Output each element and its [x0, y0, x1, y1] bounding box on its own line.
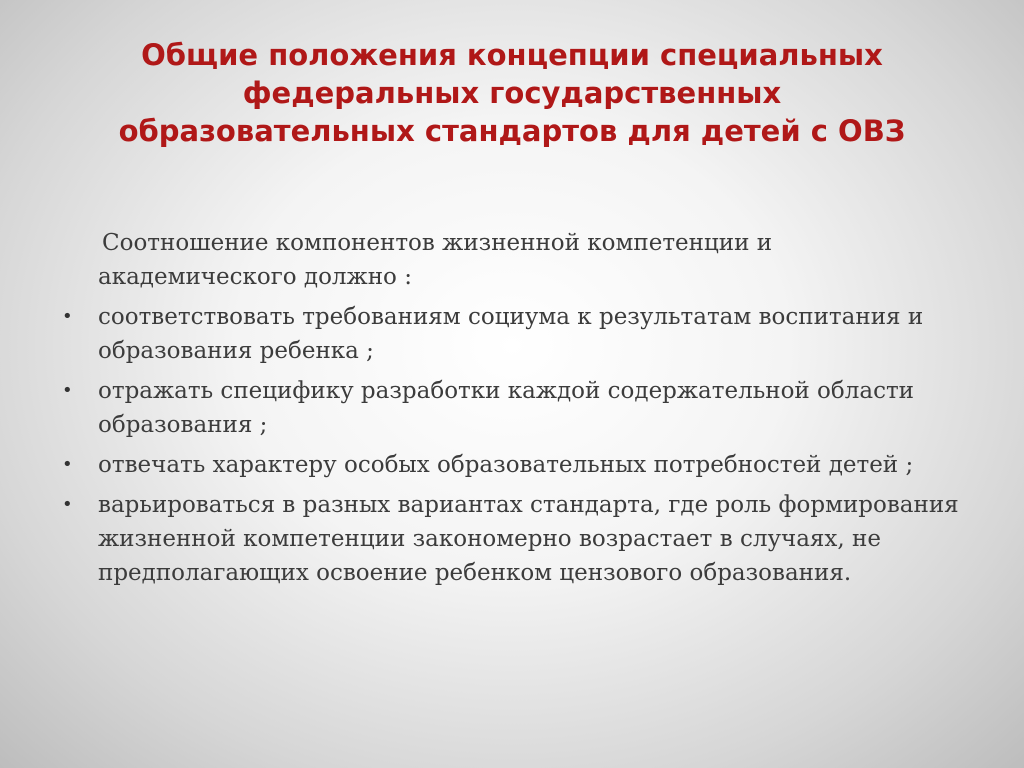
bullet-icon: •: [62, 494, 73, 515]
slide-title-line-2: федеральных государственных: [242, 76, 782, 110]
list-item-text: соответствовать требованиям социума к результатам воспитания и образования ребенка ;: [98, 304, 924, 364]
list-item: [56, 488, 976, 590]
list-item-text: отражать специфику разработки каждой содержательной области образования ;: [98, 378, 915, 438]
list-item: [56, 448, 976, 482]
bullet-icon: •: [62, 380, 73, 401]
slide-title-line-3: образовательных стандартов для детей с ОВЗ: [118, 114, 906, 148]
slide-title: [40, 36, 984, 150]
intro-text: Соотношение компонентов жизненной компетенции и академического должно :: [98, 230, 773, 290]
bullet-icon: •: [62, 306, 73, 327]
list-item-text: варьироваться в разных вариантах стандарта, где роль формирования жизненной компетенции закономерно возрастает в случаях, не предполагающих освоение ребенком цензового образования.: [98, 492, 959, 586]
bullet-icon: •: [62, 454, 73, 475]
bullet-list: [56, 300, 976, 590]
slide-body: [56, 226, 976, 596]
list-item: [56, 300, 976, 368]
list-item: [56, 374, 976, 442]
slide-title-line-1: Общие положения концепции специальных: [141, 38, 883, 72]
list-item-text: отвечать характеру особых образовательных потребностей детей ;: [98, 452, 914, 478]
